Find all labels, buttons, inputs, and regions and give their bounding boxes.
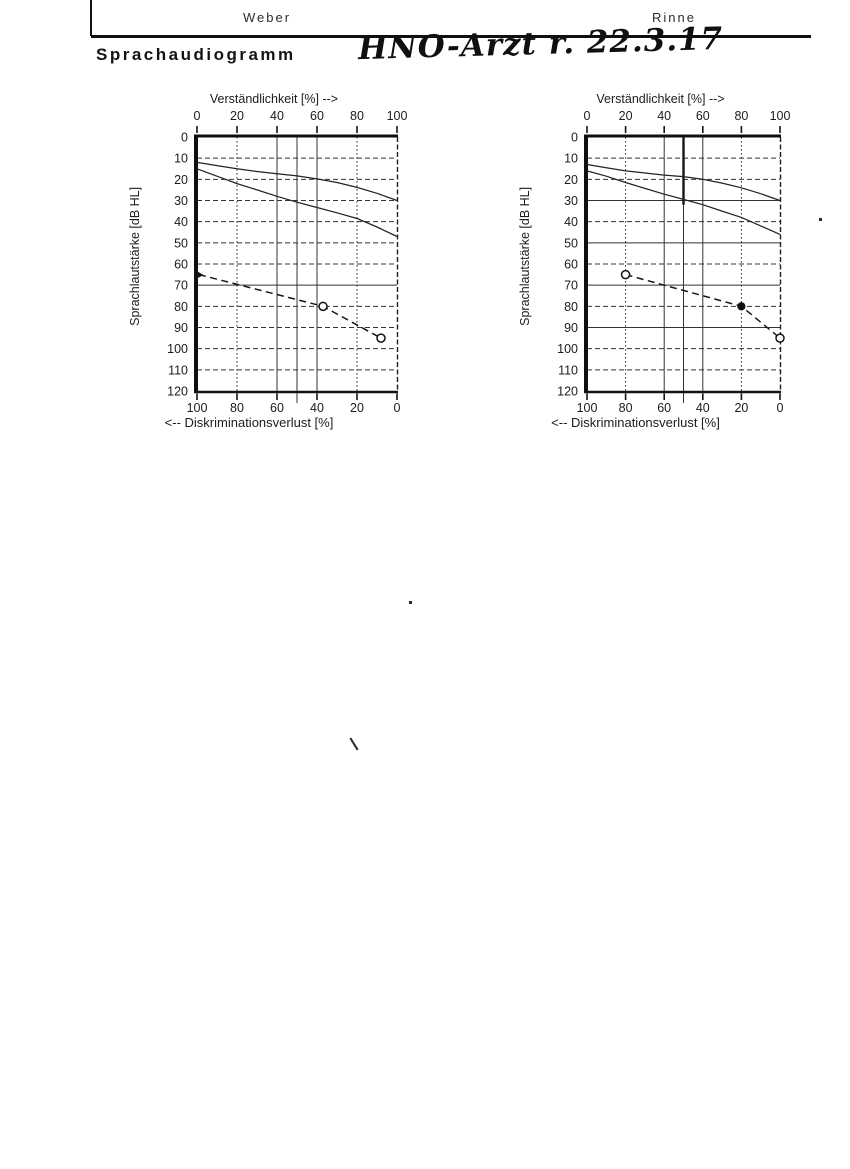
y-axis-tick-label: 0: [181, 130, 188, 145]
top-axis-tick-label: 40: [270, 109, 284, 123]
page-title: Sprachaudiogramm: [96, 45, 296, 64]
rinne-label: Rinne: [652, 10, 696, 25]
bottom-axis-tick-label: 60: [270, 401, 284, 415]
scan-speck: [409, 601, 412, 604]
y-axis-title: Sprachlautstärke [dB HL]: [128, 186, 142, 326]
y-axis-tick-label: 80: [174, 299, 188, 314]
bottom-axis-tick-label: 20: [734, 401, 749, 415]
y-axis-tick-label: 50: [174, 236, 188, 251]
y-axis-tick-label: 10: [174, 151, 188, 166]
bottom-axis-tick-label: 60: [657, 401, 672, 415]
top-axis-tick-label: 60: [695, 109, 710, 123]
top-axis-tick-label: 0: [193, 109, 201, 123]
y-axis: [518, 131, 578, 399]
data-point-marker: [196, 270, 204, 279]
weber-label: Weber: [243, 10, 292, 25]
top-axis: [194, 92, 408, 133]
top-axis: [584, 92, 791, 133]
top-axis-tick-label: 60: [310, 109, 324, 123]
y-axis-tick-label: 120: [557, 384, 578, 399]
bottom-axis-tick-label: 20: [350, 401, 364, 415]
top-axis-title: Verständlichkeit [%] -->: [596, 92, 725, 106]
grid-lines: [197, 137, 397, 403]
y-axis-tick-label: 80: [564, 299, 578, 314]
scan-speck: [819, 218, 822, 221]
bottom-axis-tick-label: 100: [576, 401, 598, 415]
bottom-axis-tick-label: 100: [186, 401, 208, 415]
y-axis-tick-label: 60: [174, 257, 188, 272]
y-axis-tick-label: 110: [558, 363, 578, 378]
y-axis-tick-label: 50: [564, 236, 578, 251]
scan-speck: [349, 738, 358, 751]
y-axis-tick-label: 30: [564, 194, 578, 208]
page-edge-line: [90, 0, 92, 36]
bottom-axis-tick-label: 80: [230, 401, 244, 415]
top-axis-tick-label: 20: [230, 109, 244, 123]
y-axis-tick-label: 120: [167, 384, 188, 399]
y-axis: [128, 131, 188, 399]
bottom-axis: [165, 394, 401, 431]
audiogram-svg-right: [515, 80, 845, 445]
bottom-axis-tick-label: 80: [618, 401, 633, 415]
data-point-marker: [738, 303, 745, 310]
y-axis-tick-label: 100: [557, 342, 578, 357]
bottom-axis-tick-label: 40: [310, 401, 324, 415]
y-axis-tick-label: 20: [174, 172, 188, 187]
y-axis-tick-label: 100: [167, 342, 188, 357]
top-axis-tick-label: 0: [583, 109, 591, 123]
bottom-axis-tick-label: 40: [695, 401, 710, 415]
bottom-axis-tick-label: 0: [776, 401, 784, 415]
bottom-axis-title: <-- Diskriminationsverlust [%]: [164, 415, 334, 430]
y-axis-tick-label: 10: [564, 151, 578, 166]
speech-audiogram-chart-right: [515, 80, 845, 450]
top-axis-title: Verständlichkeit [%] -->: [209, 92, 339, 106]
bottom-axis-tick-label: 0: [393, 401, 401, 415]
y-axis-tick-label: 40: [174, 215, 188, 230]
top-axis-tick-label: 100: [769, 109, 791, 123]
bottom-axis: [551, 394, 783, 431]
y-axis-tick-label: 110: [168, 363, 188, 378]
y-axis-tick-label: 40: [564, 215, 578, 230]
y-axis-tick-label: 0: [571, 130, 578, 145]
handwritten-note: HNO-Arzt r. 22.3.17: [357, 20, 724, 68]
y-axis-tick-label: 30: [174, 194, 188, 208]
bottom-axis-title: <-- Diskriminationsverlust [%]: [551, 415, 720, 430]
top-axis-tick-label: 100: [386, 109, 408, 123]
y-axis-tick-label: 70: [564, 278, 578, 293]
top-axis-tick-label: 20: [618, 109, 633, 123]
y-axis-tick-label: 90: [564, 321, 578, 335]
y-axis-tick-label: 60: [564, 257, 578, 272]
speech-audiogram-chart-left: [125, 80, 455, 450]
audiogram-svg-left: [125, 80, 455, 445]
data-point-marker: [319, 302, 327, 310]
y-axis-title: Sprachlautstärke [dB HL]: [518, 186, 532, 326]
data-point-marker: [622, 271, 630, 279]
top-axis-tick-label: 40: [657, 109, 672, 123]
y-axis-tick-label: 70: [174, 278, 188, 293]
y-axis-tick-label: 20: [564, 172, 578, 187]
data-point-marker: [776, 334, 784, 342]
data-point-marker: [377, 334, 385, 342]
top-axis-tick-label: 80: [350, 109, 364, 123]
y-axis-tick-label: 90: [174, 321, 188, 335]
top-axis-tick-label: 80: [734, 109, 749, 123]
